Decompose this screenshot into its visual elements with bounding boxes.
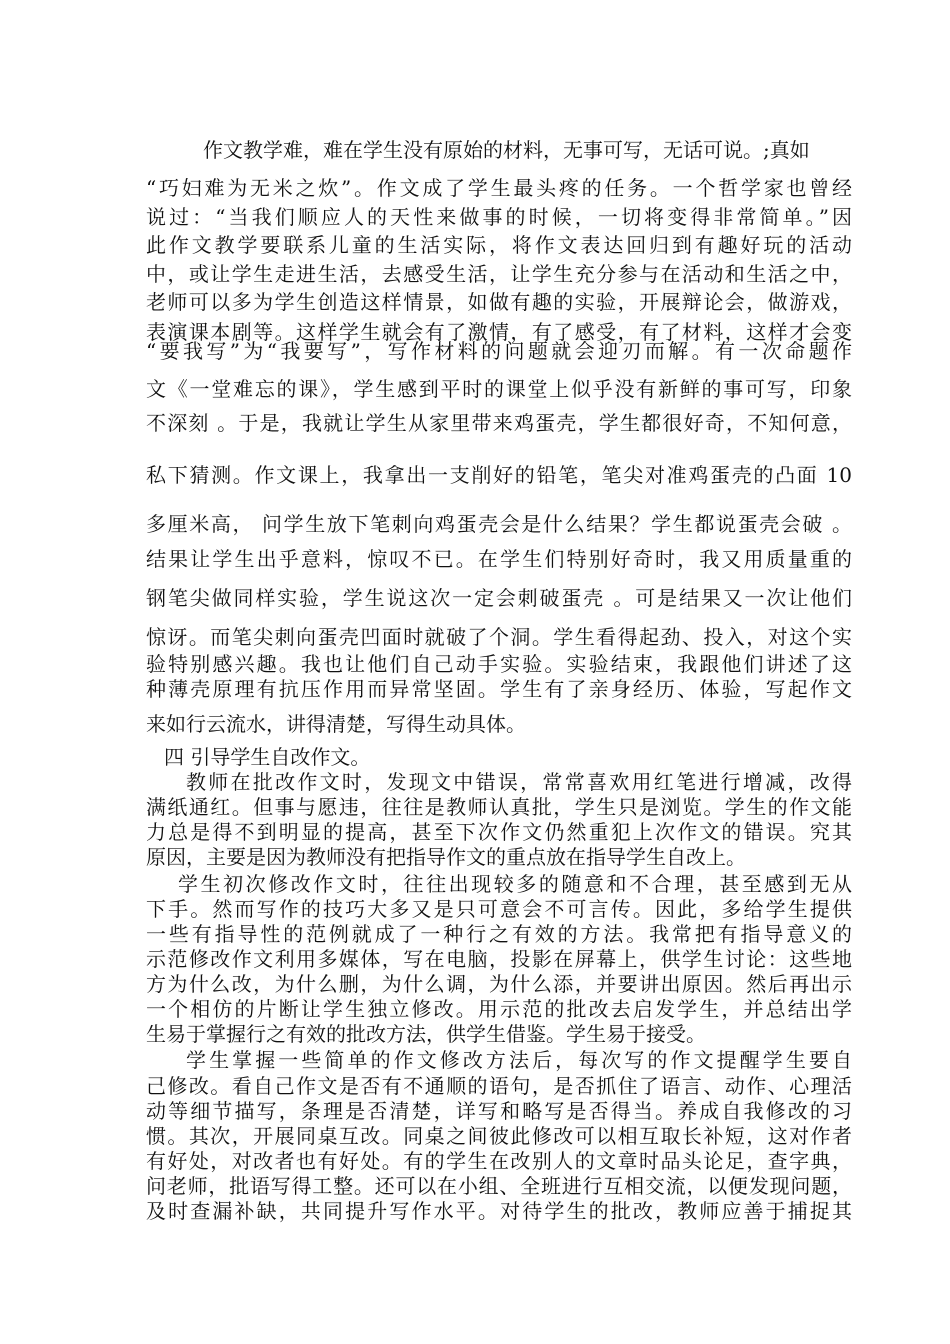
paragraph-line: 动等细节描写，条理是否清楚，详写和略写是否得当。养成自我修改的习 bbox=[146, 1099, 852, 1123]
paragraph-line: 学生初次修改作文时，往往出现较多的随意和不合理，甚至感到无从 bbox=[178, 872, 852, 896]
paragraph-line: 下手。然而写作的技巧大多又是只可意会不可言传。因此，多给学生提供 bbox=[146, 897, 852, 921]
paragraph-line: 原因，主要是因为教师没有把指导作文的重点放在指导学生自改上。 bbox=[146, 845, 746, 869]
paragraph-line: 不深刻 。于是，我就让学生从家里带来鸡蛋壳，学生都很好奇，不知何意， bbox=[146, 411, 852, 435]
paragraph-line: 示范修改作文利用多媒体，写在电脑，投影在屏幕上，供学生讨论：这些地 bbox=[146, 947, 852, 971]
paragraph-line: 有好处，对改者也有好处。有的学生在改别人的文章时品头论足，查字典， bbox=[146, 1149, 852, 1173]
paragraph-line: 方为什么改，为什么删，为什么调，为什么添，并要讲出原因。然后再出示 bbox=[146, 972, 852, 996]
paragraph-line: 中，或让学生走进生活，去感受生活，让学生充分参与在活动和生活之中， bbox=[146, 262, 852, 286]
paragraph-line: 问老师，批语写得工整。还可以在小组、全班进行互相交流，以便发现问题， bbox=[146, 1174, 852, 1198]
paragraph-line: 生易于掌握行之有效的批改方法，供学生借鉴。学生易于接受。 bbox=[146, 1022, 706, 1046]
paragraph-line: 多厘米高， 问学生放下笔刺向鸡蛋壳会是什么结果？学生都说蛋壳会破 。 bbox=[146, 512, 852, 536]
paragraph-line: 种薄壳原理有抗压作用而异常坚固。学生有了亲身经历、体验，写起作文 bbox=[146, 677, 852, 701]
paragraph-line: 作文教学难，难在学生没有原始的材料，无事可写，无话可说。;真如 bbox=[203, 138, 810, 162]
paragraph-line: 结果让学生出乎意料，惊叹不已。在学生们特别好奇时，我又用质量重的 bbox=[146, 547, 852, 571]
paragraph-line: 力总是得不到明显的提高，甚至下次作文仍然重犯上次作文的错误。究其 bbox=[146, 820, 852, 844]
paragraph-line: 表演课本剧等。这样学生就会有了激情，有了感受，有了材料，这样才会变 bbox=[146, 320, 852, 344]
paragraph-line: 一个相仿的片断让学生独立修改。用示范的批改去启发学生，并总结出学 bbox=[146, 997, 852, 1021]
paragraph-line: 学生掌握一些简单的作文修改方法后，每次写的作文提醒学生要自 bbox=[186, 1048, 852, 1072]
paragraph-line: 惯。其次，开展同桌互改。同桌之间彼此修改可以相互取长补短，这对作者 bbox=[146, 1124, 852, 1148]
paragraph-line: 来如行云流水，讲得清楚，写得生动具体。 bbox=[146, 712, 526, 736]
paragraph-line: 私下猜测。作文课上，我拿出一支削好的铅笔，笔尖对准鸡蛋壳的凸面 10 bbox=[146, 463, 852, 487]
paragraph-line: “要我写”为“我要写”，写作材料的问题就会迎刃而解。有一次命题作 bbox=[146, 339, 852, 363]
section-heading: 四 引导学生自改作文。 bbox=[164, 745, 371, 769]
paragraph-line: 教师在批改作文时，发现文中错误，常常喜欢用红笔进行增减，改得 bbox=[186, 770, 852, 794]
paragraph-line: 老师可以多为学生创造这样情景，如做有趣的实验，开展辩论会，做游戏， bbox=[146, 290, 852, 314]
paragraph-line: 说过：“当我们顺应人的天性来做事的时候，一切将变得非常简单。”因 bbox=[146, 205, 852, 229]
paragraph-line: 满纸通红。但事与愿违，往往是教师认真批，学生只是浏览。学生的作文能 bbox=[146, 795, 852, 819]
paragraph-line: 一些有指导性的范例就成了一种行之有效的方法。我常把有指导意义的 bbox=[146, 922, 852, 946]
paragraph-line: 验特别感兴趣。我也让他们自己动手实验。实验结束，我跟他们讲述了这 bbox=[146, 652, 852, 676]
paragraph-line: 及时查漏补缺，共同提升写作水平。对待学生的批改，教师应善于捕捉其 bbox=[146, 1199, 852, 1223]
paragraph-line: 钢笔尖做同样实验，学生说这次一定会刺破蛋壳 。可是结果又一次让他们 bbox=[146, 586, 852, 610]
paragraph-line: 文《一堂难忘的课》，学生感到平时的课堂上似乎没有新鲜的事可写，印象 bbox=[146, 377, 852, 401]
paragraph-line: 惊讶。而笔尖刺向蛋壳凹面时就破了个洞。学生看得起劲、投入，对这个实 bbox=[146, 625, 852, 649]
paragraph-line: 己修改。看自己作文是否有不通顺的语句，是否抓住了语言、动作、心理活 bbox=[146, 1074, 852, 1098]
paragraph-line: 此作文教学要联系儿童的生活实际，将作文表达回归到有趣好玩的活动 bbox=[146, 233, 852, 257]
paragraph-line: “巧妇难为无米之炊”。作文成了学生最头疼的任务。一个哲学家也曾经 bbox=[146, 176, 852, 200]
